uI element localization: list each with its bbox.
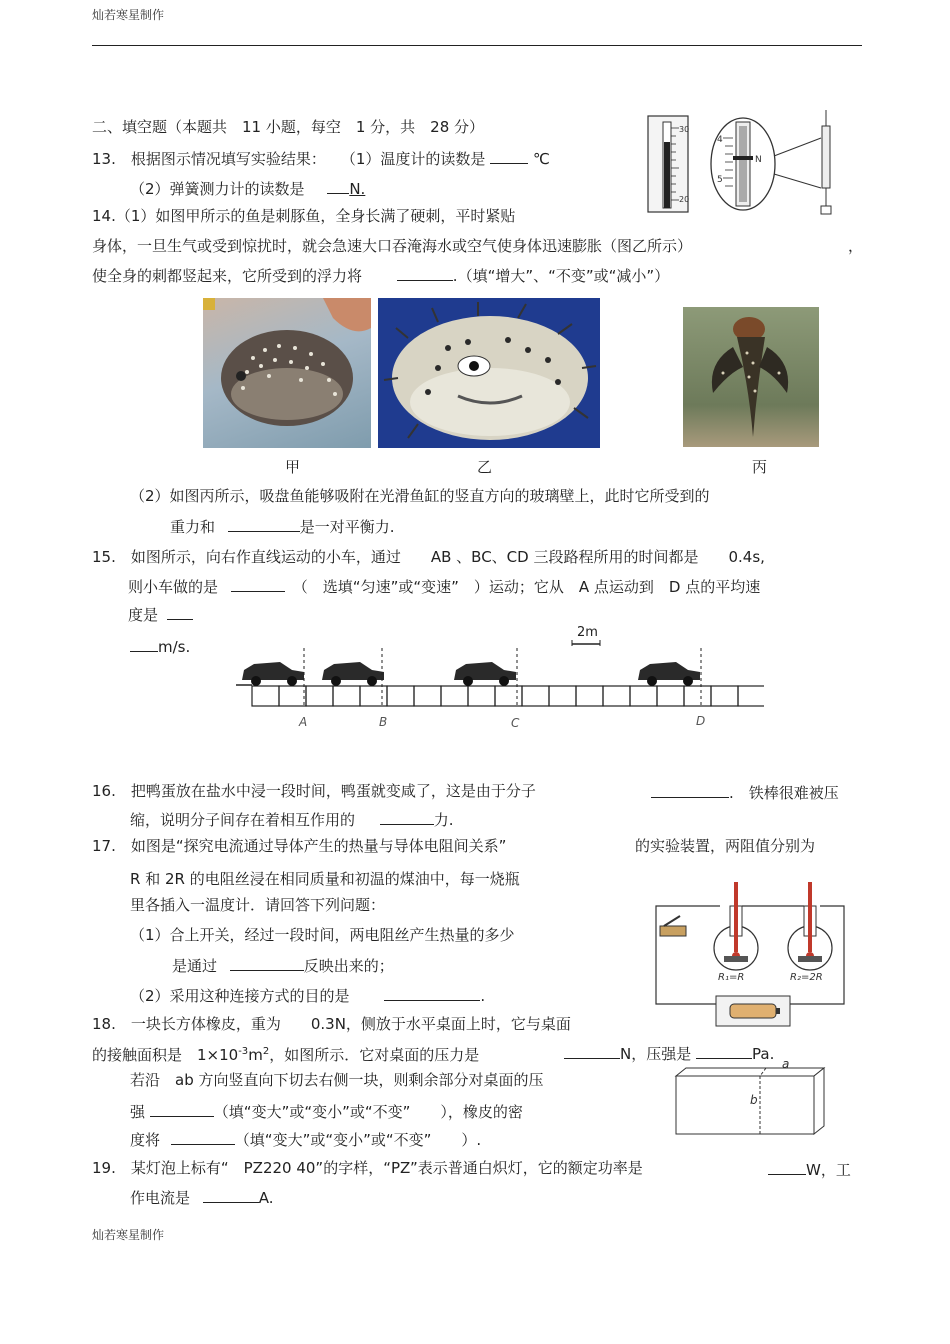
q17-text6-tail: . xyxy=(480,987,486,1005)
q14-line2-tail: ， xyxy=(848,237,864,255)
q13-unit1: ℃ xyxy=(532,150,550,168)
photo-pufferfish-held xyxy=(203,298,371,448)
point-d: D xyxy=(696,714,706,728)
caption-jia: 甲 xyxy=(285,458,301,476)
q17-blank1[interactable] xyxy=(230,954,304,971)
q14-text3b: .（填“增大”、“不变”或“减小”） xyxy=(452,267,670,285)
q14-blank2[interactable] xyxy=(228,515,300,532)
q14-part2-text2a: 重力和 xyxy=(170,518,216,536)
q19-line2 xyxy=(130,1186,274,1208)
q18-line4 xyxy=(130,1100,523,1122)
q18-text5b: （填“变大”或“变小”或“不变” ）. xyxy=(234,1131,482,1149)
spring-scale-icon xyxy=(821,110,831,214)
track-cell xyxy=(441,686,468,706)
q13-line1 xyxy=(92,147,550,169)
q16-line1 xyxy=(92,781,536,801)
thermometer-icon xyxy=(648,116,689,212)
therm-label-bottom: 20 xyxy=(679,195,690,204)
flask-right-icon xyxy=(788,882,832,970)
car-icon xyxy=(638,662,700,686)
q18-blank3[interactable] xyxy=(150,1100,214,1117)
q15-line2 xyxy=(128,575,760,597)
track xyxy=(252,686,764,706)
label-a: a xyxy=(782,1057,790,1071)
spring-label-n: N xyxy=(755,155,762,165)
label-b: b xyxy=(750,1093,758,1107)
q16-blank1[interactable] xyxy=(651,781,729,798)
q17-line3: 里各插入一温度计．请回答下列问题： xyxy=(130,896,386,914)
q19-blank1[interactable] xyxy=(768,1158,806,1175)
q14-line3 xyxy=(92,264,669,286)
car-icon xyxy=(242,662,304,686)
photo-suckerfish xyxy=(683,307,819,447)
track-cell xyxy=(495,686,522,706)
track-cell xyxy=(603,686,630,706)
track-cell xyxy=(576,686,603,706)
q13-text1: 13. 根据图示情况填写实验结果： （1）温度计的读数是 xyxy=(92,150,486,168)
q19-text1b: W，工 xyxy=(806,1161,851,1179)
therm-label-top: 30 xyxy=(679,125,690,134)
car-icon xyxy=(454,662,516,686)
track-cell xyxy=(657,686,684,706)
q15-text4: m/s. xyxy=(158,638,191,656)
q17-circuit-figure xyxy=(650,876,850,1036)
track-cell xyxy=(711,686,738,706)
q17-text5a: 是通过 xyxy=(172,957,218,975)
q16-text1a: 16. 把鸭蛋放在盐水中浸一段时间，鸭蛋就变咸了，这是由于分子 xyxy=(92,782,536,800)
q16-line2 xyxy=(130,808,454,830)
q13-line2 xyxy=(130,177,365,199)
q14-blank1[interactable] xyxy=(397,264,453,281)
point-c: C xyxy=(511,716,520,730)
q18-line1: 18. 一块长方体橡皮，重为 0.3N，侧放于水平桌面上时，它与桌面 xyxy=(92,1015,571,1033)
q15-line4 xyxy=(130,635,190,657)
q17-line6 xyxy=(130,984,485,1006)
q18-text2a: 的接触面积是 1×10 xyxy=(92,1046,239,1064)
track-cell xyxy=(279,686,306,706)
label-r1: R₁=R xyxy=(718,972,745,983)
spring-label-5: 5 xyxy=(717,175,723,185)
spring-scale-magnifier-icon xyxy=(711,118,821,210)
track-cell xyxy=(414,686,441,706)
q17-text6: （2）采用这种连接方式的目的是 xyxy=(130,987,350,1005)
q14-line1: 14.（1）如图甲所示的鱼是刺豚鱼，全身长满了硬刺，平时紧贴 xyxy=(92,207,516,225)
q16-text1b: . 铁棒很难被压 xyxy=(729,784,839,802)
q18-line5 xyxy=(130,1128,481,1150)
q18-blank1[interactable] xyxy=(564,1042,620,1059)
point-a: A xyxy=(299,715,308,729)
q18-text2d: N，压强是 xyxy=(620,1045,692,1063)
page-header: 灿若寒星制作 xyxy=(92,8,165,22)
track-cell xyxy=(468,686,495,706)
label-r2: R₂=2R xyxy=(790,972,823,983)
q17-line5 xyxy=(172,954,394,976)
q18-text4b: （填“变大”或“变小”或“不变” ），橡皮的密 xyxy=(213,1103,523,1121)
q15-blank1[interactable] xyxy=(231,575,285,592)
caption-yi: 乙 xyxy=(477,458,493,476)
track-cell xyxy=(360,686,387,706)
q18-exp2: 2 xyxy=(262,1046,270,1057)
q18-line3: 若沿 ab 方向竖直向下切去右侧一块，则剩余部分对桌面的压 xyxy=(130,1071,544,1089)
q14-part2-line1: （2）如图丙所示，吸盘鱼能够吸附在光滑鱼缸的竖直方向的玻璃壁上，此时它所受到的 xyxy=(130,487,710,505)
q17-line1a: 17. 如图是“探究电流通过导体产生的热量与导体电阻间关系” xyxy=(92,837,507,855)
q17-line2: R 和 2R 的电阻丝浸在相同质量和初温的煤油中，每一烧瓶 xyxy=(130,870,520,888)
q19-text2b: A. xyxy=(258,1189,274,1207)
q16-text2b: 力. xyxy=(433,811,454,829)
q19-text1a: 19. 某灯泡上标有“ PZ220 40”的字样，“PZ”表示普通白炽灯，它的额定功率是 xyxy=(92,1159,643,1177)
q14-text2: 身体，一旦生气或受到惊扰时，就会急速大口吞淹海水或空气使身体迅速膨胀（图乙所示） xyxy=(92,237,693,255)
q14-part2-line2 xyxy=(170,515,395,537)
point-b: B xyxy=(379,715,388,729)
q18-text2b: m xyxy=(248,1046,263,1064)
track-cell xyxy=(684,686,711,706)
q14-line2 xyxy=(92,236,692,256)
battery-icon xyxy=(716,996,790,1026)
q18-line2 xyxy=(92,1042,479,1065)
caption-bing: 丙 xyxy=(752,458,768,476)
track-cell xyxy=(252,686,279,706)
q15-blank2b[interactable] xyxy=(130,635,158,652)
header-rule xyxy=(92,45,862,46)
q18-text2c: ，如图所示．它对桌面的压力是 xyxy=(269,1046,480,1064)
q18-exp1: -3 xyxy=(238,1046,249,1057)
q15-blank2a[interactable] xyxy=(167,603,193,620)
scale-label: 2m xyxy=(577,625,598,640)
track-cell xyxy=(522,686,549,706)
q15-text2a: 则小车做的是 xyxy=(128,578,219,596)
q19-line1 xyxy=(92,1158,643,1178)
q15-car-track-figure xyxy=(232,618,764,738)
spring-label-4: 4 xyxy=(717,135,723,145)
q13-blank2[interactable] xyxy=(327,177,349,194)
car-icon xyxy=(322,662,384,686)
q13-blank1[interactable] xyxy=(490,147,528,164)
switch-icon xyxy=(660,916,686,936)
q14-text3a: 使全身的刺都竖起来，它所受到的浮力将 xyxy=(92,267,363,285)
track-cell xyxy=(630,686,657,706)
q15-line3 xyxy=(128,603,193,625)
q13-unit2: N. xyxy=(349,180,366,198)
q15-line1: 15. 如图所示，向右作直线运动的小车，通过 AB 、BC、CD 三段路程所用的时间都是 0.4s, xyxy=(92,548,765,566)
q13-figure xyxy=(643,108,843,220)
q17-blank2[interactable] xyxy=(384,984,480,1001)
track-cell xyxy=(549,686,576,706)
q18-text4a: 强 xyxy=(130,1103,146,1121)
track-cell xyxy=(738,686,764,706)
q19-blank2[interactable] xyxy=(203,1186,259,1203)
track-cell xyxy=(387,686,414,706)
q17-text5b: 反映出来的； xyxy=(303,957,394,975)
q17-line1b: 的实验装置，两阻值分别为 xyxy=(635,837,816,855)
q17-line4: （1）合上开关，经过一段时间，两电阻丝产生热量的多少 xyxy=(130,926,515,944)
q18-text2e: Pa. xyxy=(752,1045,775,1063)
q18-text5a: 度将 xyxy=(130,1131,161,1149)
q13-text2: （2）弹簧测力计的读数是 xyxy=(130,180,305,198)
q15-text3: 度是 xyxy=(128,606,159,624)
track-cell xyxy=(306,686,333,706)
page-footer: 灿若寒星制作 xyxy=(92,1228,165,1242)
q15-text2b: （ 选填“匀速”或“变速” ）运动；它从 A 点运动到 D 点的平均速 xyxy=(292,578,761,596)
q16-text2a: 缩，说明分子间存在着相互作用的 xyxy=(130,811,356,829)
photo-pufferfish-inflated xyxy=(378,298,600,448)
section-title: 二、填空题（本题共 11 小题，每空 1 分，共 28 分） xyxy=(92,118,485,136)
q16-blank2[interactable] xyxy=(380,808,434,825)
flask-left-icon xyxy=(714,882,758,970)
q19-text2a: 作电流是 xyxy=(130,1189,191,1207)
track-cell xyxy=(333,686,360,706)
q18-eraser-figure xyxy=(670,1056,830,1138)
q19-line1-right xyxy=(768,1158,851,1180)
q18-blank4[interactable] xyxy=(171,1128,235,1145)
q16-line1-right xyxy=(651,781,839,803)
q14-part2-text2b: 是一对平衡力. xyxy=(299,518,395,536)
